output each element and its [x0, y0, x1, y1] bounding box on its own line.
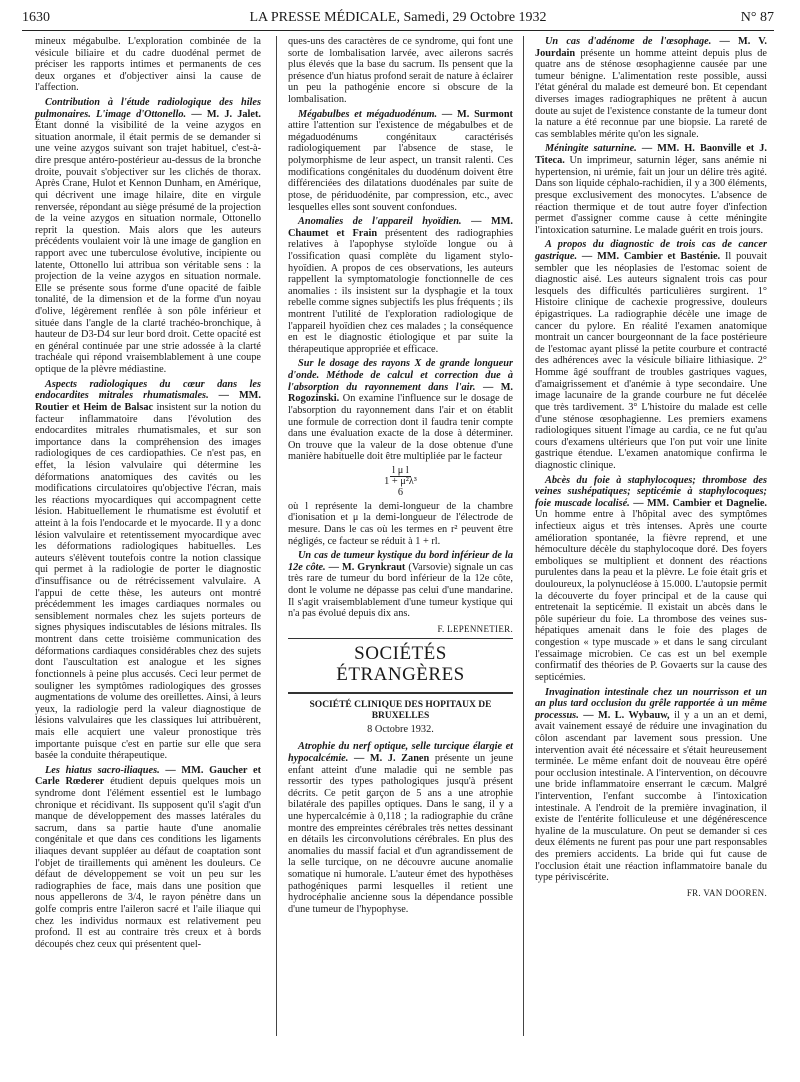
article [288, 216, 513, 355]
article-authors: — MM. Chaumet et Frain [288, 216, 513, 239]
article-body: présente un homme atteint depuis plus de quatre ans de sténose œsophagienne causée par une tumeur bénigne. L'alimentation reste possible, aussi l'état général du malade est demeuré bon. Et cependant diverses images radiographiques ne prêtent à aucun doute au sujet de l'existence constante de la tumeur dont la nature a été reconnue par une biopsie. La rareté de cas semblables mérite qu'on les signale. [535, 47, 767, 140]
article [35, 765, 261, 951]
article [288, 358, 513, 462]
article-body: présentent des radiographies relatives à l'apophyse styloïde longue ou à l'ossification quasi complète du ligament stylo-hyoïdien. A propos de ces observations, les auteurs rappellent la symptomatologie fonctionnelle de ces anomalies : ils insistent sur la dysphagie et la toux rebelle comme signes subjectifs les plus fréquents ; ils montrent l'utilité de l'exploration radiologique de l'appareil hyoïdien chez ces malades ; la conséquence en est le diagnostic étiologique et par suite la thérapeutique appropriée et efficace. [288, 227, 513, 355]
article-title: Invagination intestinale chez un nourrisson et un an plus tard occlusion du grêle rapportée à un même processus. [535, 686, 767, 721]
article-authors: — M. J. Jalet. [191, 108, 261, 120]
page-number: 1630 [22, 10, 50, 25]
article-authors: — MM. Cambier et Basténie. [581, 250, 721, 262]
formula-middle: 1 + μ²λ³ [384, 476, 417, 488]
article [535, 687, 767, 884]
article-title: Sur le dosage des rayons X de grande longueur d'onde. Méthode de calcul et correction due à l'absorption du rayonnement dans l'air. [288, 358, 513, 393]
header-rule [22, 30, 774, 31]
article [35, 379, 261, 762]
article-authors: — M. V. Jourdain [535, 36, 767, 59]
page-header [22, 6, 774, 28]
column-middle [288, 36, 513, 918]
column-divider [523, 36, 524, 1036]
article-body: il y a un an et demi, avait vainement essayé de réduire une invagination du côlon ascendant par lavement sous pression. Une intervention avait été nécessaire et s'était heureusement terminée. Le même enfant doit de nouveau être opéré pour occlusion intestinale. A l'intervention, on découvre une bride inflammatoire enserrant le cæcum. Malgré l'intervention, l'enfant succombe à l'intoxication intestinale. A l'endroit de la première invagination, il existe de l'entérite folliculeuse et une dégénérescence hyaline de la musculature. On peut se demander si ces deux éléments ne furent pas pour une part responsables des premiers accidents. La bride qui fut cause de l'occlusion était une réaction inflammatoire banale du type périviscérite. [535, 709, 767, 884]
article-title: Un cas de tumeur kystique du bord inférieur de la 12e côte. [288, 550, 513, 573]
article [535, 239, 767, 471]
signature: FR. VAN DOOREN. [686, 887, 767, 898]
article-authors: — M. L. Wybauw, [583, 709, 670, 721]
divider [288, 692, 513, 694]
article-authors: — MM. Routier et Heim de Balsac [35, 390, 261, 413]
article-title: Abcès du foie à staphylocoques; thrombose des veines sushépatiques; septicémie à staphylocoques; foie muscade localisé. [535, 474, 767, 509]
article-title: Atrophie du nerf optique, selle turcique élargie et hypocalcémie. [288, 741, 513, 764]
article-body: présente un jeune enfant atteint d'une maladie qui ne semble pas ressortir des types pathologiques jusqu'à présent décrits. Ce petit garçon de 5 ans a une atrophie bilatérale des papilles optiques. Dans le sang, il y a une hypercalcémie à 0,118 ; la radiographie du crâne montre des empreintes cérébrales très nettes dessinant en détails les circonvolutions cérébrales. En plus des anomalies du massif facial et d'un agrandissement de la selle turcique, on ne découvre aucune anomalie somatique ni humorale. L'auteur émet des hypothèses pathogéniques parmi lesquelles il retient une hydrocéphalie ancienne sous la dépendance possible d'une tumeur de l'hypophyse. [288, 752, 514, 915]
article-body: On examine l'influence sur le dosage de l'absorption du rayonnement dans l'air et on établit une formule de correction dont il faudra tenir compte dans une évaluation exacte de la dose à déterminer. On trouve que la valeur de la dose obtenue d'une manière habituelle doit être multipliée par le facteur [288, 393, 513, 463]
article [35, 97, 261, 376]
correction-formula [288, 466, 513, 498]
article-title: A propos du diagnostic de trois cas de cancer gastrique. [535, 239, 767, 262]
article-title: Méningite saturnine. [545, 143, 637, 155]
article-authors: — M. Surmont [441, 108, 513, 120]
article [535, 36, 767, 140]
column-left [35, 36, 261, 954]
article [288, 550, 513, 620]
formula-denominator: 6 [397, 486, 404, 498]
article-authors: — M. Rogozinski. [288, 381, 513, 405]
article-authors: — MM. Gaucher et Carle Rœderer [35, 764, 262, 788]
article-title: Anomalies de l'appareil hyoïdien. [298, 216, 462, 228]
article [288, 109, 513, 213]
society-name: SOCIÉTÉ CLINIQUE DES HOPITAUX DE BRUXELLES [309, 699, 492, 721]
article-body: Un imprimeur, saturnin léger, sans anémie ni hypertension, ni urémie, fait un jour un délire très agité. Dans son liquide céphalo-rachidien, il y a 300 éléments, presque exclusivement des monocytes. L'absence de réaction thermique et de tout autre foyer d'infection permet d'assigner comme cause à cette méningite l'intoxication saturnine. Le malade guérit en trois jours. [535, 155, 767, 236]
article-title: Contribution à l'étude radiologique des hiles pulmonaires. L'image d'Ottonello. [35, 97, 261, 120]
article-body: (Varsovie) signale un cas très rare de tumeur du bord inférieur de la 12e côte, dont le volume ne dépasse pas celui d'une mandarine. Il s'agit vraisemblablement d'une tumeur kystique qui n'a pas évolué depuis dix ans. [288, 561, 513, 620]
article-authors: — MM. Cambier et Dagnelie. [633, 497, 767, 509]
article [535, 143, 767, 236]
divider [288, 638, 513, 639]
section-heading: SOCIÉTÉS ÉTRANGÈRES [336, 643, 465, 685]
article [535, 475, 767, 684]
issue-number: N° 87 [740, 10, 774, 25]
column-divider [276, 36, 277, 1036]
article-body: Il pouvait sembler que les néoplasies de l'estomac soient de diagnostic aisé. Les auteurs signalent trois cas pour lesquels des difficultés particulières surgirent. 1° Histoire clinique de cachexie progressive, douleurs épigastriques. La radiographie décèle une image de cancer du pylore. En réalité l'examen anatomique montrait un cancer bourgeonnant de la face postérieure de l'estomac ayant plissé la petite courbure et contracté des adhérences avec la vésicule biliaire lithiasique. 2° Homme âgé souffrant de troubles gastriques vagues, d'amaigrissement et d'anémie à type secondaire. Une image lacunaire de la grande courbure ne fut décelée que très tardivement. 3° L'histoire du malade est celle d'une sténose œsophagienne. Les premiers examens radiologiques situent l'image au cardia, ce ne fut qu'au cours d'examens ultérieurs que l'on put voir une linite gastrique étendue. L'examen anatomique confirma le diagnostic clinique. [535, 250, 767, 471]
article-authors: — MM. H. Baonville et J. Titeca. [535, 143, 767, 167]
article-body: étudient depuis quelques mois un syndrome dont l'élément essentiel est le lumbago chronique et récidivant. Ils supposent qu'il s'agit d'un manque de développement des masses latérales du sacrum, dans sa partie haute d'une anomalie congénitale et que dans ces conditions les ligaments iliaques devant suppléer au défaut de coaptation sont l'objet de tiraillements qui amènent les douleurs. Ce défaut de développement se voit un peu sur les radiographies de face, mais dans une position que nous appellerons de 3/4, le rayon pénètre dans un golfe compris entre l'aileron sacré et l'aile iliaque qui chez les individus normaux est relativement peu profond. Il est au contraire très creux et à bords découpés chez ceux qui présentent quel- [35, 776, 261, 950]
article [288, 741, 513, 915]
article-body: Étant donné la visibilité de la veine azygos en situation anormale, il était permis de se demander si une veine azygos suivant son trajet habituel, c'est-à-dire presque antéro-postérieur au-dessus de la bronche droite, pouvait s'objectiver sur les clichés de thorax. Après Crane, Hulot et Kennon Dunham, en Amérique, qui décrivent une image hilaire, dite en virgule renversée, répondant au siège présumé de la projection de la veine azygos en situation normale, Ottonello reprit la question. Mais alors que les auteurs précédents voulaient voir là une image de ganglion en rapport avec une tuberculose évolutive, incipiente ou latente, Ottonello lui attribua son véritable sens : la projection de la veine azygos en situation normale. Elle se présente sous forme d'une opacité de faible tonalité, de la dimension et de la forme d'un noyau d'olive, légèrement renflée à son pôle inférieur et située dans l'angle de la clarté trachéo-bronchique, à hauteur de D3-D4 sur leur bord droit. Cette opacité est en général continuée par une strie adossée à la clarté trachéale qui répond vraisemblablement à une coupe optique de la plèvre médiastine. [35, 120, 261, 376]
column-right [535, 36, 767, 898]
article-authors: — M. Grynkraut [328, 561, 406, 573]
article-continuation: ques-uns des caractères de ce syndrome, qui font une sorte de lombalisation larvée, avec ailerons sacrés plus élevés que la base du sacrum. Ils pensent que la présence d'un hiatus profond serait de nature à éclairer un peu la pathogénie encore si obscure de la lombalisation. [288, 36, 513, 106]
article-title: Les hiatus sacro-iliaques. [45, 764, 160, 776]
article-continuation: mineux mégabulbe. L'exploration combinée de la vésicule biliaire et du cadre duodénal permet de préciser les rapports intimes et permanents de ces deux organes et d'objectiver ainsi la cause de l'affection. [35, 36, 261, 94]
article-body: Un homme entre à l'hôpital avec des symptômes infectieux aigus et très intenses. Après une courte amélioration spontanée, la fièvre reprend, et une hémoculture décèle du staphylocoque doré. Des foyers emboliques se multiplient et donnent des réactions purulentes dans la peau et la plèvre. Le foie était gris et douloureux, la polynucléose à 15.000. L'autopsie permit la découverte du foyer principal et de la cause qui entretenait la septicémie. Il existait un abcès dans le pôle supérieur du foie. La thrombose des veines sus-hépatiques amenait dans le foie des plages de congestion « type muscade » et dans le sang circulant l'essaimage microbien. Ce cas est un bel exemple confirmatif des théories de P. Govaerts sur la cause des septicémies. [535, 509, 767, 683]
article-body: où l représente la demi-longueur de la chambre d'ionisation et μ la demi-longueur de l'électrode de mesure. Dans le cas où les termes en r² peuvent être négligés, ce facteur se réduit à 1 + rl. [288, 500, 513, 547]
signature: F. LEPENNETIER. [437, 623, 513, 634]
session-date: 8 Octobre 1932. [367, 723, 434, 735]
article-body: attire l'attention sur l'existence de mégabulbes et de mégaduodénums congénitaux caractérisés radiologiquement par l'absence de stase, le polymorphisme de leur aspect, un transit ralenti. Ces modifications congénitales du duodénum doivent être différenciées des dilatations duodénales par suite de ptose, de périduodénite, par compression, etc., avec lesquelles elles sont souvent confondues. [288, 120, 513, 213]
formula-numerator: l μ l [392, 464, 409, 476]
article-title: Un cas d'adénome de l'œsophage. [545, 36, 712, 47]
journal-title: LA PRESSE MÉDICALE, Samedi, 29 Octobre 1932 [249, 10, 547, 25]
article-title: Aspects radiologiques du cœur dans les endocardites mitrales rhumatismales. [35, 378, 261, 402]
article-body: insistent sur la notion du facteur inflammatoire dans l'évolution des endocardites mitrales rhumatismales, et sur son importance dans la compréhension des images radiologiques de ces cardiopathies. Ce n'est pas, en effet, la lésion valvulaire qui détermine les déformations anatomiques des cavités ou les modifications circulatoires qu'objective l'écran, mais les réactions myocardiques qui accompagnent cette lésion. Habituellement le rhumatisme est évolutif et atteint à la fois l'endocarde et le myocarde. Il y a donc lésion valvulaire et retentissement myocardique avec les déformations radiologiques habituelles. Les auteurs s'élèvent toutefois contre la notion classique qui permet à la radiologie de porter le diagnostic d'insuffisance ou de rétrécissement valvulaire. A l'appui de cette thèse, les auteurs ont montré précédemment les images cardiaques normales ou sensiblement normales chez les sujets porteurs de signes physiques indiscutables de lésions mitrales. Ils montrent dans cette troisième communication des déformations cardiaques considérables chez des sujets dont l'auscultation est analogue et les signes fonctionnels à peine plus accusés. Ceci leur permet de souligner les symptômes radiologiques des grosses augmentations de volume des oreillettes. Ainsi, à leurs yeux, la radiologie perd la valeur diagnostique de lésions valvulaires que les classiques lui attribuèrent, mais elle acquiert une valeur pronostique très importante puisque c'est en partie sur elle que sera basée la conduite thérapeutique. [35, 401, 261, 762]
article-title: Mégabulbes et mégaduodénum. [298, 108, 438, 120]
article-authors: — M. J. Zanen [353, 752, 430, 764]
